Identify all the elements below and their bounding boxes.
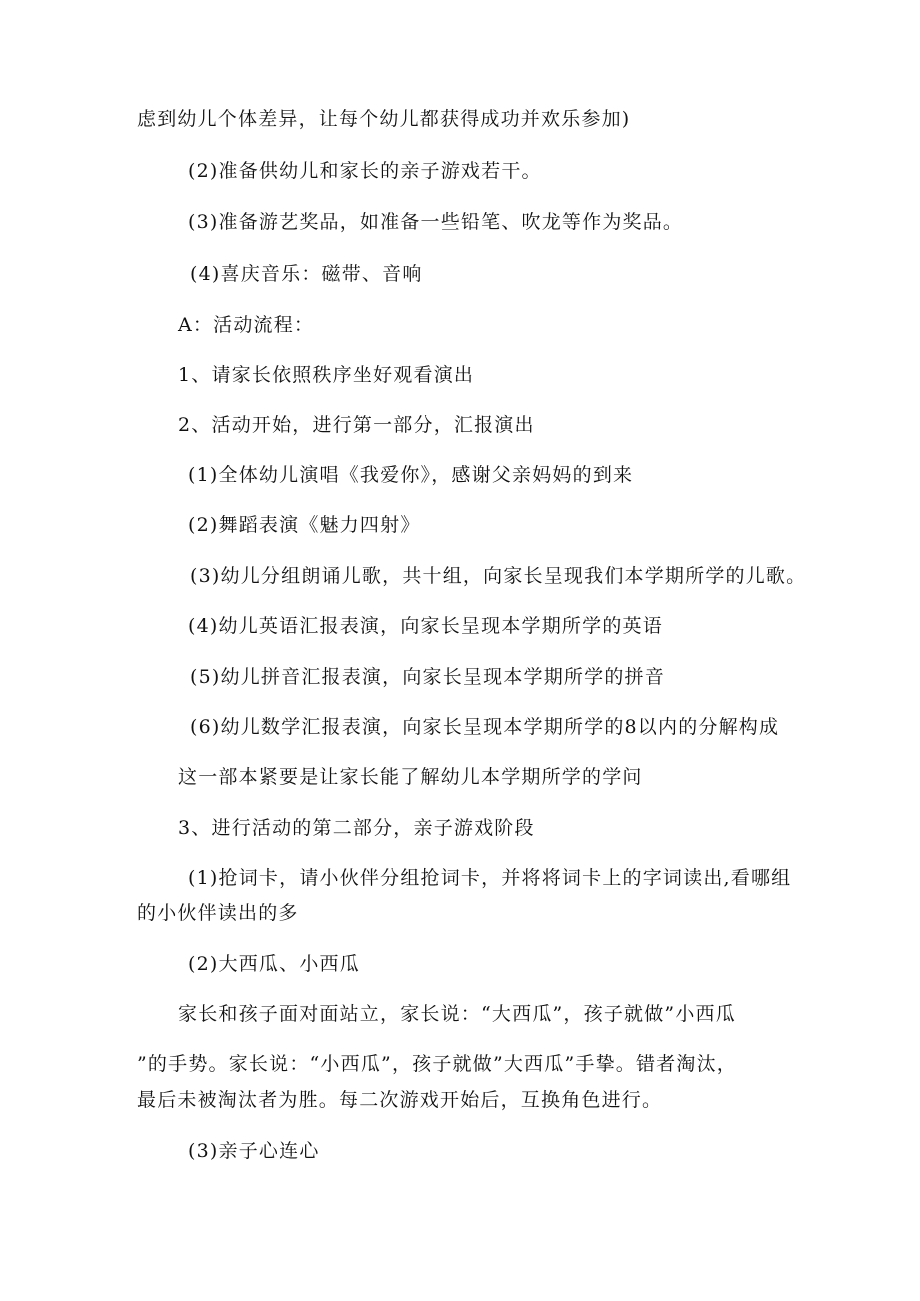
text-line: 家长和孩子面对面站立，家长说：“大西瓜”，孩子就做”小西瓜 [178,1003,736,1025]
text-line: ”的手势。家长说：“小西瓜”，孩子就做”大西瓜”手挚。错者淘汰， [137,1053,737,1075]
text-line: (2)大西瓜、小西瓜 [188,953,360,975]
text-line: 3、进行活动的第二部分，亲子游戏阶段 [178,817,535,839]
text-line: (1)全体幼儿演唱《我爱你》，感谢父亲妈妈的到来 [188,464,634,486]
text-line: 最后未被淘汰者为胜。每二次游戏开始后，互换角色进行。 [137,1089,663,1111]
text-line: (4)喜庆音乐：磁带、音响 [190,263,423,285]
text-line: 这一部本紧要是让家长能了解幼儿本学期所学的学问 [178,766,643,788]
text-line: 虑到幼儿个体差异，让每个幼儿都获得成功并欢乐参加) [137,108,631,130]
text-line: (2)准备供幼儿和家长的亲子游戏若干。 [188,160,542,182]
text-line: 2、活动开始，进行第一部分，汇报演出 [178,414,535,436]
text-line: (2)舞蹈表演《魅力四射》 [188,514,421,536]
text-line: (3)亲子心连心 [188,1140,320,1162]
text-line: (4)幼儿英语汇报表演，向家长呈现本学期所学的英语 [188,615,663,637]
text-line: (1)抢词卡，请小伙伴分组抢词卡，并将将词卡上的字词读出,看哪组 [188,867,792,889]
text-line: (5)幼儿拼音汇报表演，向家长呈现本学期所学的拼音 [190,666,665,688]
text-line: (6)幼儿数学汇报表演，向家长呈现本学期所学的8以内的分解构成 [190,716,780,738]
text-line: (3)幼儿分组朗诵儿歌，共十组，向家长呈现我们本学期所学的儿歌。 [190,565,807,587]
text-line: 的小伙伴读出的多 [137,902,299,924]
section-heading: A：活动流程： [178,314,315,336]
text-line: (3)准备游艺奖品，如准备一些铅笔、吹龙等作为奖品。 [188,211,684,233]
text-line: 1、请家长依照秩序坐好观看演出 [178,364,475,386]
